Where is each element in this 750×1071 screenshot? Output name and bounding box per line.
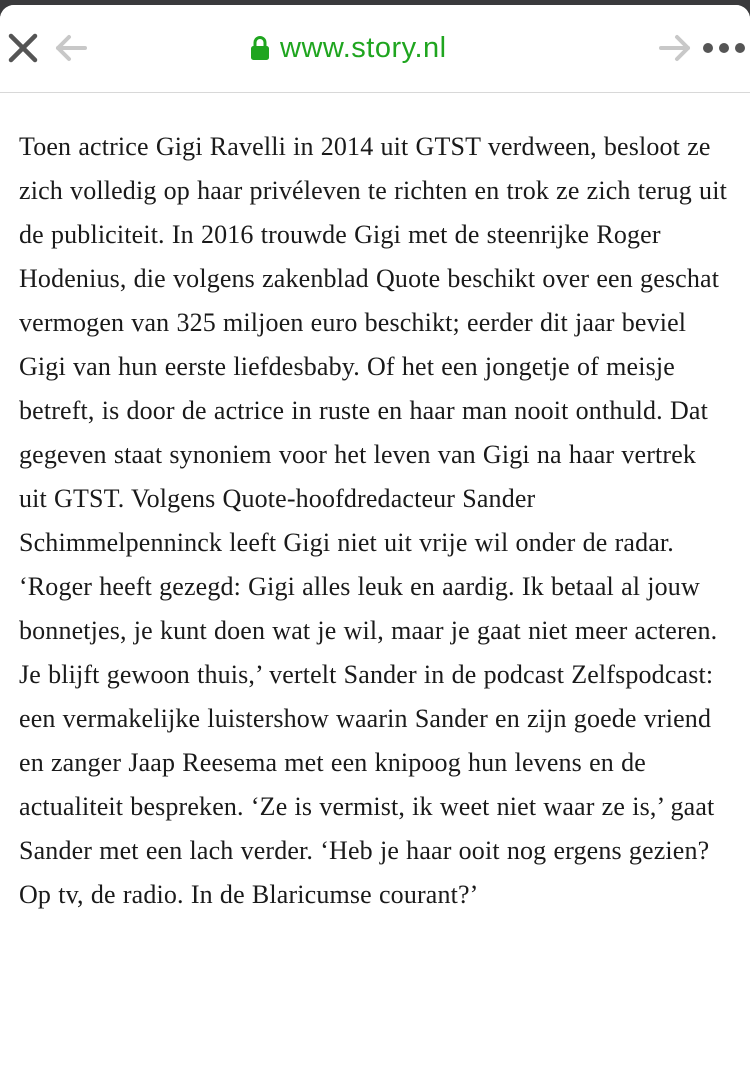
- forward-arrow-icon: [658, 34, 692, 62]
- url-text: www.story.nl: [280, 31, 447, 64]
- browser-toolbar: [0, 5, 750, 93]
- more-dots-icon: [702, 41, 746, 55]
- browser-window: [0, 5, 750, 1071]
- lock-icon: [250, 35, 270, 61]
- close-button[interactable]: [4, 29, 42, 67]
- close-icon: [6, 31, 40, 65]
- article-body: Toen actrice Gigi Ravelli in 2014 uit GTST verdween, besloot ze zich volledig op haar privéleven te richten en trok ze zich terug uit de publiciteit. In 2016 trouwde Gigi met de steenrijke Roger Hodenius, die volgens zakenblad Quote beschikt over een geschat vermogen van 325 miljoen euro beschikt; eerder dit jaar beviel Gigi van hun eerste liefdesbaby. Of het een jongetje of meisje betreft, is door de actrice in ruste en haar man nooit onthuld. Dat gegeven staat synoniem voor het leven van Gigi na haar vertrek uit GTST. Volgens Quote-hoofdredacteur Sander Schimmelpenninck leeft Gigi niet uit vrije wil onder de radar. ‘Roger heeft gezegd: Gigi alles leuk en aardig. Ik betaal al jouw bonnetjes, je kunt doen wat je wil, maar je gaat niet meer acteren. Je blijft gewoon thuis,’ vertelt Sander in de podcast Zelfspodcast: een vermakelijke luistershow waarin Sander en zijn goede vriend en zanger Jaap Reesema met een knipoog hun levens en de actualiteit bespreken. ‘Ze is vermist, ik weet niet waar ze is,’ gaat Sander met een lach verder. ‘Heb je haar ooit nog ergens gezien? Op tv, de radio. In de Blaricumse courant?’: [19, 132, 727, 909]
- back-arrow-icon: [54, 34, 88, 62]
- forward-button[interactable]: [656, 31, 694, 65]
- address-bar[interactable]: [250, 27, 510, 69]
- back-button[interactable]: [52, 31, 90, 65]
- article-content: [19, 125, 731, 917]
- more-button[interactable]: [700, 35, 748, 61]
